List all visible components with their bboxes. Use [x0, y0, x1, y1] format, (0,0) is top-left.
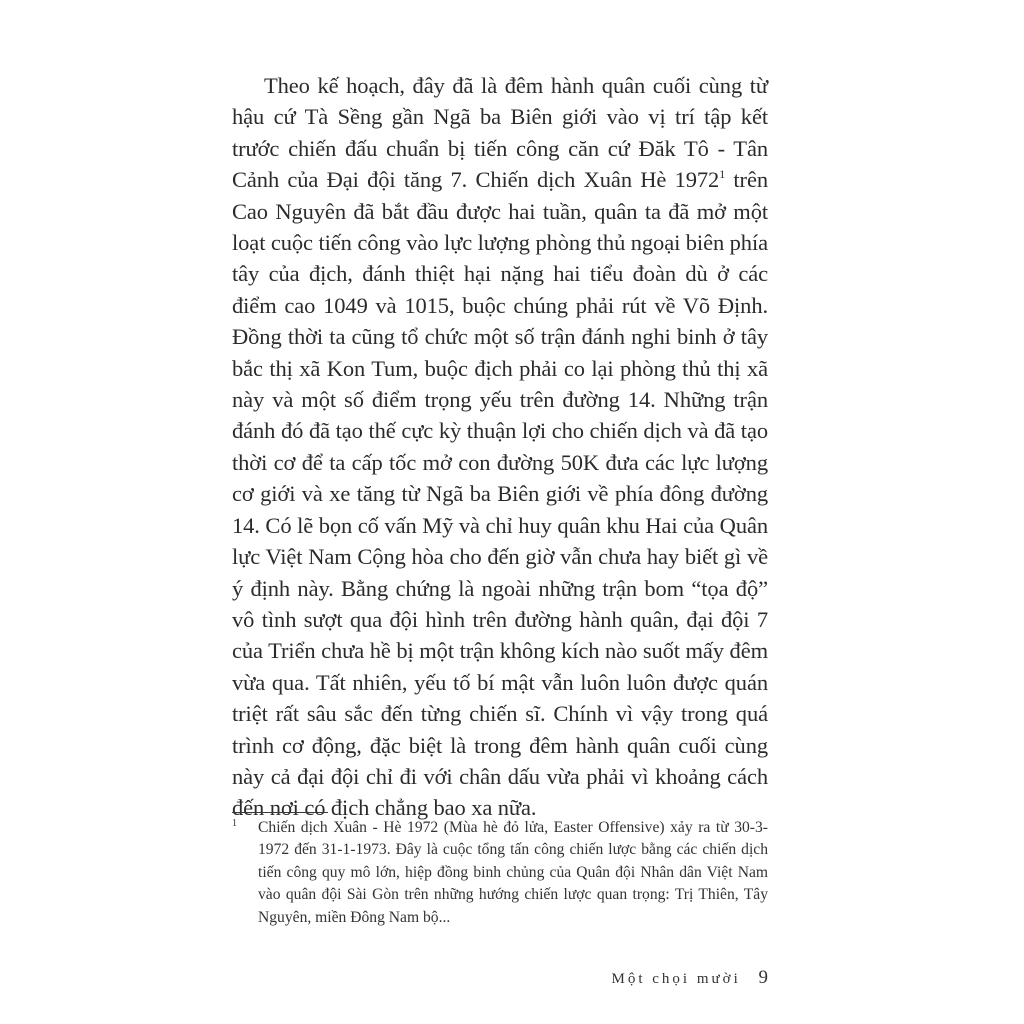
body-text-part-2: trên Cao Nguyên đã bắt đầu được hai tuần, quân ta đã mở một loạt cuộc tiến công vào lực lượng phòng thủ ngoại biên phía tây của địch, đánh thiệt hại nặng hai tiểu đoàn dù ở các điểm cao 1049 và 1015, buộc chúng phải rút về Võ Định. Đồng thời ta cũng tổ chức một số trận đánh nghi binh ở tây bắc thị xã Kon Tum, buộc địch phải co lại phòng thủ thị xã này và một số điểm trọng yếu trên đường 14. Những trận đánh đó đã tạo thế cực kỳ thuận lợi cho chiến dịch và đã tạo thời cơ để ta cấp tốc mở con đường 50K đưa các lực lượng cơ giới và xe tăng từ Ngã ba Biên giới về phía đông đường 14. Có lẽ bọn cố vấn Mỹ và chỉ huy quân khu Hai của Quân lực Việt Nam Cộng hòa cho đến giờ vẫn chưa hay biết gì về ý định này. Bằng chứng là ngoài những trận bom “tọa độ” vô tình sượt qua đội hình trên đường hành quân, đại đội 7 của Triển chưa hề bị một trận không kích nào suốt mấy đêm vừa qua. Tất nhiên, yếu tố bí mật vẫn luôn luôn được quán triệt rất sâu sắc đến từng chiến sĩ. Chính vì vậy trong quá trình cơ động, đặc biệt là trong đêm hành quân cuối cùng này cả đại đội chỉ đi với chân dấu vừa phải vì khoảng cách đến nơi có địch chẳng bao xa nữa. — [232, 167, 768, 821]
body-text-part-1: Theo kế hoạch, đây đã là đêm hành quân cuối cùng từ hậu cứ Tà Sềng gần Ngã ba Biên giới vào vị trí tập kết trước chiến đấu chuẩn bị tiến công căn cứ Đăk Tô - Tân Cảnh của Đại đội tăng 7. Chiến dịch Xuân Hè 1972 — [232, 73, 768, 193]
body-paragraph — [232, 70, 768, 824]
footnote-divider — [232, 812, 328, 813]
footnote — [232, 817, 768, 929]
page-number: 9 — [758, 967, 768, 988]
running-footer — [612, 966, 768, 991]
chapter-title: Một chọi mười — [611, 971, 741, 987]
footnote-text: Chiến dịch Xuân - Hè 1972 (Mùa hè đỏ lửa, Easter Offensive) xảy ra từ 30-3-1972 đến 31-1-1973. Đây là cuộc tổng tấn công chiến lược bằng các chiến dịch tiến công quy mô lớn, hiệp đồng binh chủng của Quân đội Nhân dân Việt Nam vào quân đội Sài Gòn trên những hướng chiến lược quan trọng: Trị Thiên, Tây Nguyên, miền Đông Nam bộ... — [258, 819, 768, 926]
footnote-reference: 1 — [719, 167, 726, 182]
footnote-mark: 1 — [232, 818, 237, 829]
